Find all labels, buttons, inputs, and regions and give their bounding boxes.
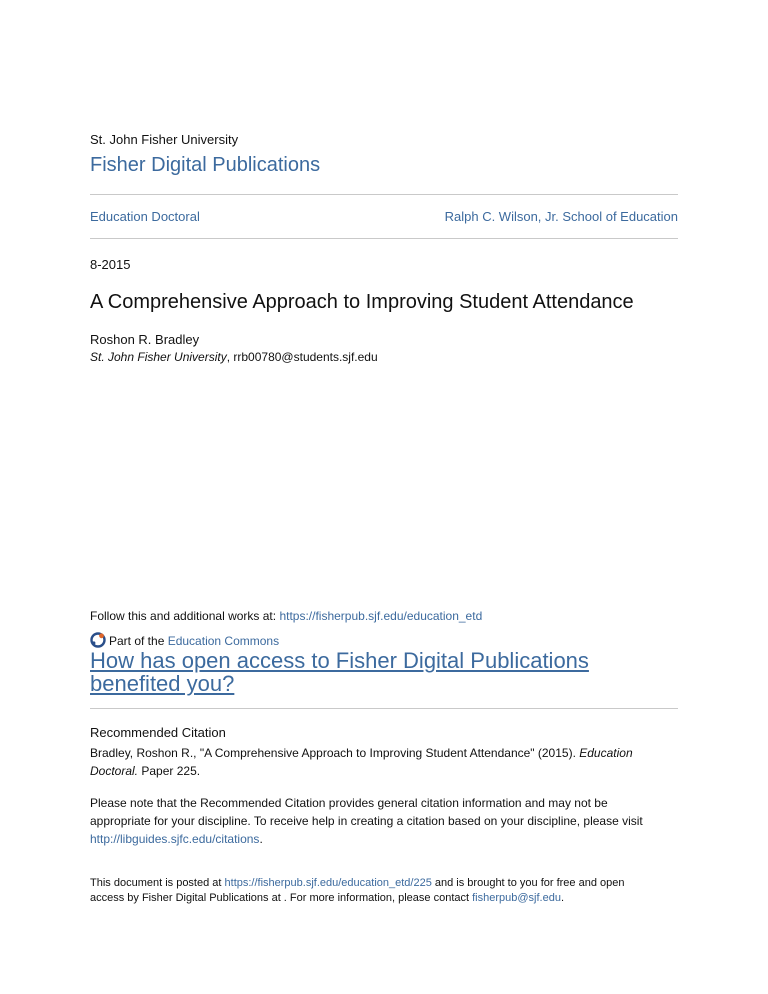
citation-series: Education: [579, 746, 633, 760]
citations-guide-link[interactable]: http://libguides.sjfc.edu/citations: [90, 832, 260, 846]
author-affiliation: St. John Fisher University: [90, 350, 227, 364]
citation-main: Bradley, Roshon R., "A Comprehensive Approach to Improving Student Attendance" (2015).: [90, 746, 580, 760]
citation-series-cont: Doctoral.: [90, 764, 139, 778]
publication-date: 8-2015: [90, 257, 131, 272]
part-of-prefix: Part of the: [109, 634, 168, 648]
contact-email-link[interactable]: fisherpub@sjf.edu: [472, 892, 561, 904]
footer-line1-suffix: and is brought to you for free and open: [431, 877, 625, 889]
footer-line1-prefix: This document is posted at: [90, 877, 225, 889]
citation-note-end: .: [259, 832, 263, 846]
divider-breadcrumb: [90, 238, 678, 239]
citation-note: [90, 794, 690, 848]
document-url-link[interactable]: https://fisherpub.sjf.edu/education_etd/225: [224, 877, 432, 889]
footer-note: [90, 876, 690, 906]
document-title: A Comprehensive Approach to Improving Student Attendance: [90, 291, 634, 313]
citation-text: [90, 744, 690, 780]
follow-prefix: Follow this and additional works at:: [90, 609, 280, 623]
open-access-link[interactable]: [90, 649, 589, 695]
citation-note-line-2: appropriate for your discipline. To receive help in creating a citation based on your discipline, please visit: [90, 814, 643, 828]
repository-link[interactable]: Fisher Digital Publications: [90, 154, 321, 176]
author-email: , rrb00780@students.sjf.edu: [226, 350, 378, 364]
part-of-line: [90, 632, 279, 648]
author-affiliation-line: [90, 350, 378, 364]
citation-note-line-1: Please note that the Recommended Citation provides general citation information and may not be: [90, 796, 608, 810]
institution-name: St. John Fisher University: [90, 132, 239, 147]
open-access-line-2: benefited you?: [90, 671, 235, 696]
education-commons-link[interactable]: Education Commons: [167, 634, 280, 648]
divider-top: [90, 194, 678, 195]
citation-heading: Recommended Citation: [90, 725, 226, 740]
citation-paper: Paper 225.: [138, 764, 201, 778]
open-access-line-1: How has open access to Fisher Digital Publications: [90, 648, 589, 673]
breadcrumb-education-doctoral[interactable]: Education Doctoral: [90, 209, 200, 224]
footer-line2-end: .: [560, 892, 565, 904]
follow-url-link[interactable]: https://fisherpub.sjf.edu/education_etd: [279, 609, 483, 623]
follow-line: [90, 609, 482, 623]
breadcrumb-school-of-education[interactable]: Ralph C. Wilson, Jr. School of Education: [444, 209, 678, 224]
footer-line2-prefix: access by Fisher Digital Publications at . For more information, please contact: [90, 892, 473, 904]
divider-citation: [90, 708, 678, 709]
commons-network-icon: [90, 632, 106, 648]
author-name: Roshon R. Bradley: [90, 332, 200, 347]
